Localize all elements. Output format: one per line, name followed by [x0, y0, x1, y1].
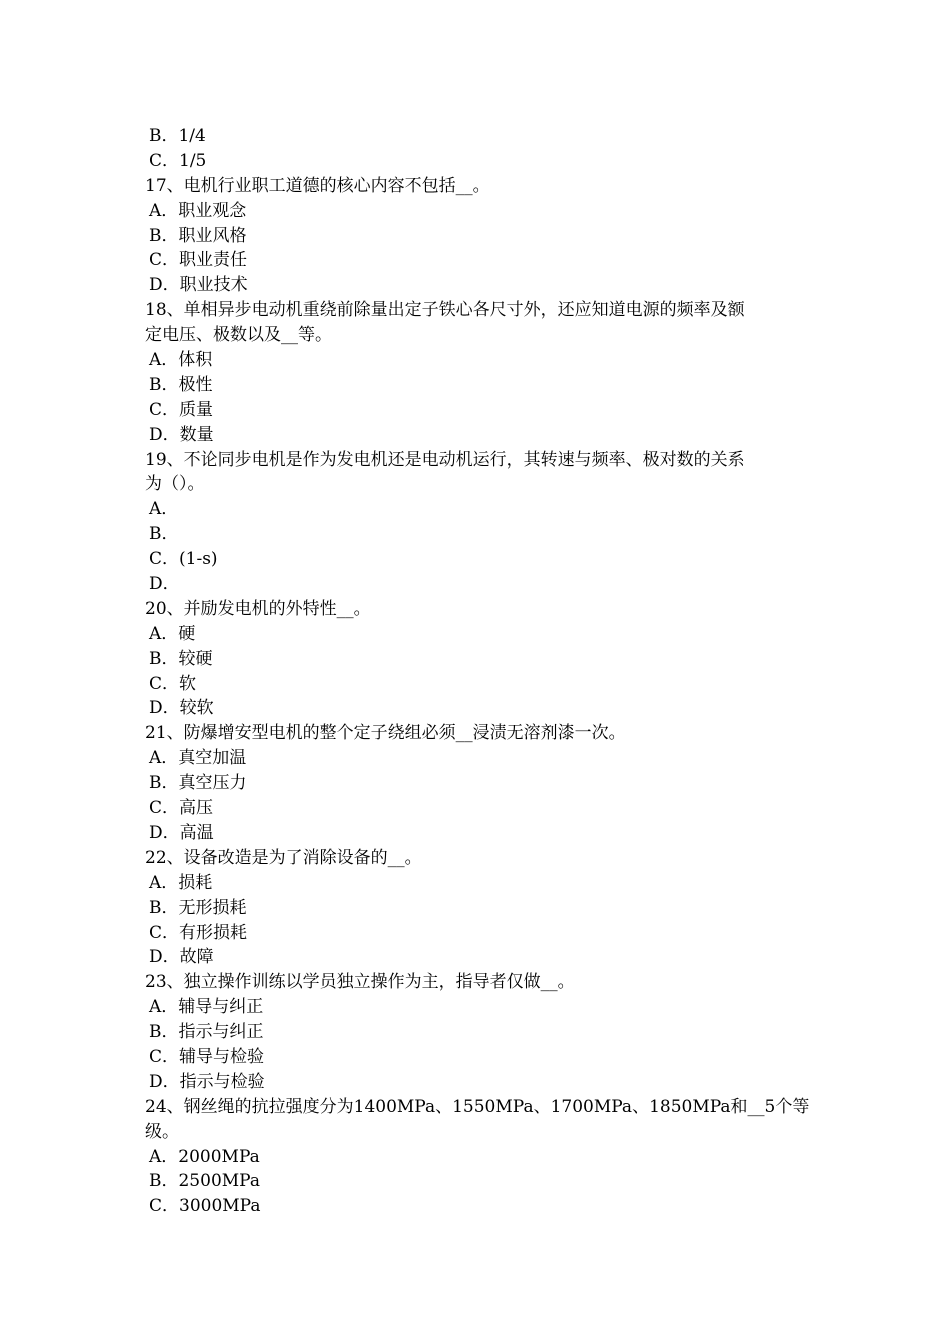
question-text-line: 18、单相异步电动机重绕前除量出定子铁心各尺寸外，还应知道电源的频率及额	[145, 300, 745, 321]
question-text-line: 级。	[145, 1121, 179, 1142]
question-text-line: 为（）。	[145, 474, 205, 495]
question-text-line: 定电压、极数以及__等。	[145, 325, 332, 346]
answer-option: C．质量	[149, 399, 214, 420]
question-text-line: 22、设备改造是为了消除设备的__。	[145, 847, 422, 868]
answer-option: B．	[149, 524, 179, 545]
question-text-line: 17、电机行业职工道德的核心内容不包括__。	[145, 175, 490, 196]
answer-option: A．	[149, 499, 179, 520]
answer-option: D．	[149, 574, 180, 595]
answer-option: A．辅导与纠正	[149, 997, 264, 1018]
question-text-line: 19、不论同步电机是作为发电机还是电动机运行，其转速与频率、极对数的关系	[145, 449, 745, 470]
question-text-line: 24、钢丝绳的抗拉强度分为1400MPa、1550MPa、1700MPa、1850MPa和__5个等	[145, 1096, 810, 1117]
answer-option: B．极性	[149, 374, 213, 395]
answer-option: D．指示与检验	[149, 1071, 265, 1092]
answer-option: D．故障	[149, 947, 214, 968]
answer-option: B．较硬	[149, 648, 213, 669]
answer-option: C．1/5	[149, 150, 207, 171]
answer-option: A．损耗	[149, 872, 213, 893]
answer-option: A．职业观念	[149, 200, 247, 221]
answer-option: A．体积	[149, 350, 213, 371]
answer-option: B．真空压力	[149, 773, 247, 794]
answer-option: A．2000MPa	[149, 1146, 260, 1167]
question-text-line: 21、防爆增安型电机的整个定子绕组必须__浸渍无溶剂漆一次。	[145, 723, 626, 744]
question-list	[145, 124, 810, 1219]
question-text-line: 20、并励发电机的外特性__。	[145, 598, 371, 619]
answer-option: B．2500MPa	[149, 1171, 260, 1192]
answer-option: C．辅导与检验	[149, 1046, 265, 1067]
answer-option: B．指示与纠正	[149, 1022, 264, 1043]
answer-option: C．软	[149, 673, 197, 694]
answer-option: D．数量	[149, 424, 214, 445]
answer-option: C．高压	[149, 798, 214, 819]
answer-option: D．较软	[149, 698, 214, 719]
answer-option: D．高温	[149, 822, 214, 843]
answer-option: A．硬	[149, 623, 196, 644]
answer-option: A．真空加温	[149, 748, 247, 769]
answer-option: B．职业风格	[149, 225, 247, 246]
question-text-line: 23、独立操作训练以学员独立操作为主，指导者仅做__。	[145, 972, 575, 993]
answer-option: C．有形损耗	[149, 922, 248, 943]
answer-option: C．3000MPa	[149, 1196, 261, 1217]
answer-option: D．职业技术	[149, 275, 248, 296]
answer-option: B．无形损耗	[149, 897, 247, 918]
answer-option: B．1/4	[149, 126, 206, 146]
answer-option: C．职业责任	[149, 250, 248, 271]
answer-option: C．(1-s)	[149, 549, 218, 570]
